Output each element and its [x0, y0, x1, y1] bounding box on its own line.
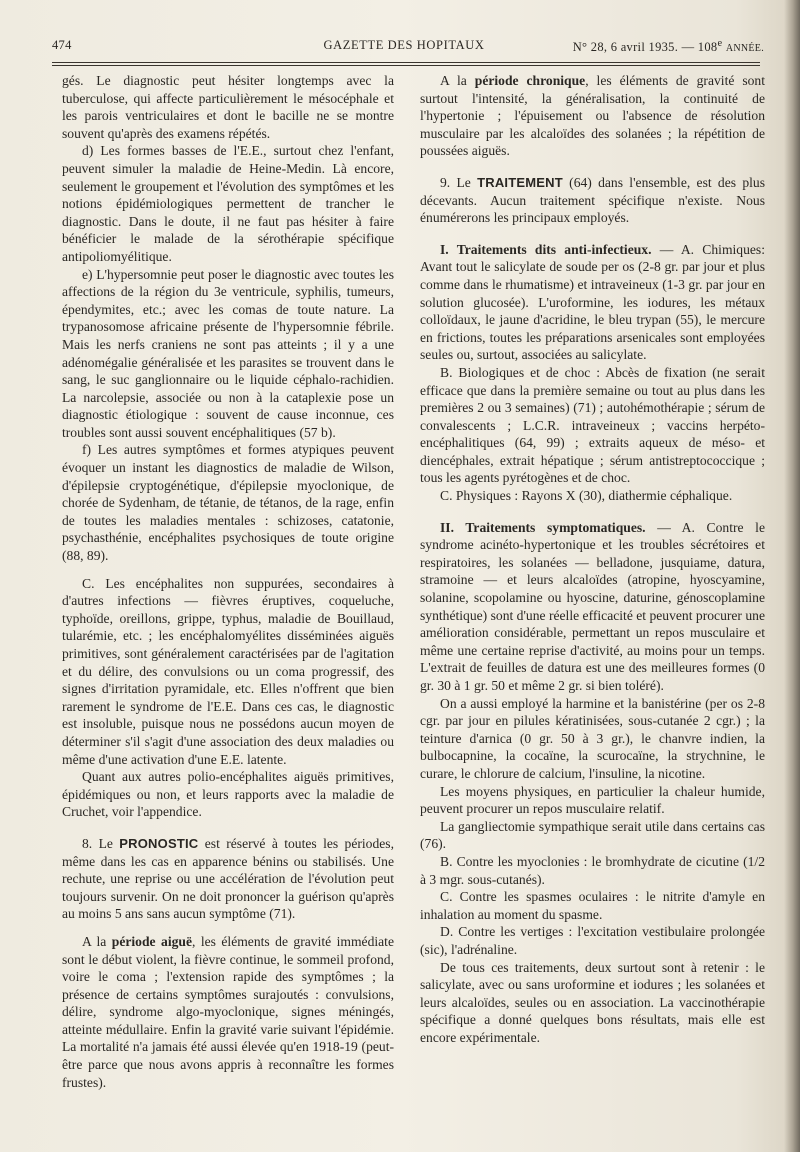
prognosis-paragraph: 8. Le PRONOSTIC est réservé à toutes les périodes, même dans les cas en apparence bénins ou stabilisés. Une rechute, une reprise ou une accélération de l'évolution peut toujours survenir. On ne doit prononcer la guérison qu'après au moins 5 ans sans aucun symptôme (71). — [62, 835, 394, 922]
paragraph: Les moyens physiques, en particulier la chaleur humide, peuvent procurer un repos musculaire relatif. — [420, 783, 765, 817]
paragraph: f) Les autres symptômes et formes atypiques peuvent évoquer un instant les diagnostics de maladie de Wilson, d'épilepsie cryptogénétique, d'épilepsie myoclonique, de chorée de Sydenham, de tétanie, de tétanos, de la rage, enfin de toutes les maladies mentales : schizoses, catatonie, psychasthénie, encéphalites psychosiques de toute origine (88, 89). — [62, 442, 394, 564]
paragraph: D. Contre les vertiges : l'excitation vestibulaire prolongée (sic), l'adrénaline. — [420, 924, 765, 957]
symptomatic-paragraph: II. Traitements symptomatiques. — A. Contre le syndrome acinéto-hypertonique et les troubles sécrétoires et respiratoires, les solanées — belladone, jusquiame, datura, stramoine — et leurs alcaloïdes (atropine, hyoscyamine, solanine, scopolamine ou hyoscine, daturine, génoscoplamine synthétique) sont d'une réelle efficacité et peuvent procurer une amélioration considérable, permettant un repos musculaire et même une certaine reprise d'activité, au moins pour un temps. L'extrait de feuilles de datura est une des meilleures formes (0 gr. 30 à 1 gr. 50 et même 2 gr. si bien toléré). — [420, 519, 765, 693]
paragraph: C. Les encéphalites non suppurées, secondaires à d'autres infections — fièvres éruptives, coqueluche, typhoïde, oreillons, grippe, typhus, maladie de Bouillaud, tularémie, etc. ; les encéphalomyélites disséminées aiguës primitives, sont généralement caractérisées par de l'agitation et du délire, des convulsions ou un coma progressif, des signes d'irritation pyramidale, etc. Elles n'offrent que bien rarement le syndrome de l'E.E. Dans ces cas, le diagnostic est insoluble, puisque nous ne possédons aucun moyen de déterminer s'il s'agit d'une association des deux maladies ou même d'une activation d'une E.E. latente. — [62, 575, 394, 767]
header-rule-double — [52, 65, 760, 66]
page-edge-shadow — [784, 0, 800, 1152]
acute-period-paragraph: A la période aiguë, les éléments de gravité immédiate sont le début violent, la fièvre continue, le sommeil profond, voire le coma ; l'extension rapide des symptômes ; la présence de certains symptômes surajoutés : convulsions, délire, syndrome algo-myoclonique, signes méningés, atteinte médullaire. Enfin la gravité varie suivant l'épidémie. La mortalité n'a jamais été aussi élevée qu'en 1918-19 (peut-être parce que nous avons appris à reconnaître les formes frustes). — [62, 933, 394, 1090]
anti-infectious-heading: I. Traitements dits anti-infectieux. — [440, 241, 652, 257]
paragraph: Quant aux autres polio-encéphalites aiguës primitives, épidémiques ou non, et leurs rapports avec la maladie de Cruchet, voir l'appendice. — [62, 769, 394, 820]
left-column — [62, 72, 394, 1091]
paragraph: e) L'hypersomnie peut poser le diagnostic avec toutes les affections de la région du 3e ventricule, syphilis, tumeurs, épendymites, etc.; avec les comas de toute nature. La trypanosomose africaine présente de l'hypersomnie fébrile. Mais les nerfs craniens ne sont pas atteints ; il y a une adénomégalie généralisée et les parasites se trouvent dans le sang, le suc ganglionnaire ou le liquide céphalo-rachidien. La narcolepsie, associée ou non à la cataplexie pose un diagnostic étiologique : souvent de cause inconnue, ces troubles sont aussi souvent encéphalitiques (57 b). — [62, 266, 394, 440]
paragraph: C. Contre les spasmes oculaires : le nitrite d'amyle en inhalation au moment du spasme. — [420, 889, 765, 922]
anti-infectious-paragraph: I. Traitements dits anti-infectieux. — A. Chimiques: Avant tout le salicylate de soude per os (2-8 gr. par jour et plus comme dans le rhumatisme) et intraveineux (1-3 gr. par jour en solution glucosée). L'uroformine, les iodures, les métaux colloïdaux, le jaune d'acridine, le bleu trypan (55), le mercure en frictions, toutes les préparations arsenicales sont employées seules ou, surtout, associées au salicylate. — [420, 241, 765, 363]
paragraph: On a aussi employé la harmine et la banistérine (per os 2-8 cgr. par jour en pilules kératinisées, sous-cutanée 2 cgr.) ; la teinture d'arnica (0 gr. 50 à 3 gr.), le chanvre indien, la bulbocapnine, la cocaïne, la scurocaïne, la strychnine, le curare, le chlorure de calcium, l'insuline, la nicotine. — [420, 695, 765, 781]
journal-title: GAZETTE DES HOPITAUX — [323, 38, 485, 52]
right-column — [420, 72, 765, 1046]
issue-line: N° 28, 6 avril 1935. — 108e ANNÉE. — [572, 38, 764, 55]
treatment-heading: TRAITEMENT — [477, 174, 563, 190]
paragraph: C. Physiques : Rayons X (30), diathermie céphalique. — [440, 488, 733, 504]
symptomatic-heading: II. Traitements symptomatiques. — [440, 519, 646, 535]
chronic-period-paragraph: A la période chronique, les éléments de gravité sont surtout l'intensité, la généralisation, la continuité de l'hypertonie ; l'épuisement ou l'absence de résolution musculaire par les alcaloïdes des solanées ; la répétition de poussées aiguës. — [420, 73, 765, 159]
treatment-paragraph: 9. Le TRAITEMENT (64) dans l'ensemble, est des plus décevants. Aucun traitement spécifique n'existe. Nous énumérerons les principaux employés. — [420, 174, 765, 226]
paragraph: gés. Le diagnostic peut hésiter longtemps avec la tuberculose, qui affecte particulièrement le mésocéphale et les parois ventriculaires et dont le bacille ne se montre souvent qu'après des examens répétés. — [62, 73, 394, 141]
prognosis-heading: PRONOSTIC — [119, 835, 199, 851]
page-header — [44, 38, 764, 58]
paragraph: La gangliectomie sympathique serait utile dans certains cas (76). — [420, 818, 765, 852]
chronic-period-heading: période chronique — [474, 73, 586, 88]
header-rule — [52, 62, 760, 63]
paragraph: d) Les formes basses de l'E.E., surtout chez l'enfant, peuvent simuler la maladie de Heine-Medin. Là encore, seulement le groupement et l'évolution des symptômes et les notions épidémiologiques permettent de trancher le diagnostic. Dans le doute, il ne faut pas hésiter à faire bénéficier le malade de la sérothérapie spécifique antipoliomyélitique. — [62, 143, 394, 264]
acute-period-heading: période aiguë — [111, 933, 192, 949]
paragraph: B. Contre les myoclonies : le bromhydrate de cicutine (1/2 à 3 mgr. sous-cutanés). — [420, 853, 765, 887]
paragraph: B. Biologiques et de choc : Abcès de fixation (ne serait efficace que dans la première semaine ou tout au plus dans les premières 2 ou 3 semaines) (71) ; autohémothérapie ; sérum de convalescents ; L.C.R. intraveineux ; vaccins herpéto-encéphalitiques (64, 99) ; extraits aqueux de méso- et diencéphales, extrait hépatique ; sérum antistreptococcique ; tous les agents pyrétogènes et de choc. — [420, 364, 765, 486]
paragraph: De tous ces traitements, deux surtout sont à retenir : le salicylate, avec ou sans uroformine et iodures ; les solanées et leurs alcaloïdes, seules ou en association. La vaccinothérapie spécifique a donné quelques bons résultats, mais elle est encore expérimentale. — [420, 959, 765, 1045]
page-number: 474 — [52, 38, 72, 52]
